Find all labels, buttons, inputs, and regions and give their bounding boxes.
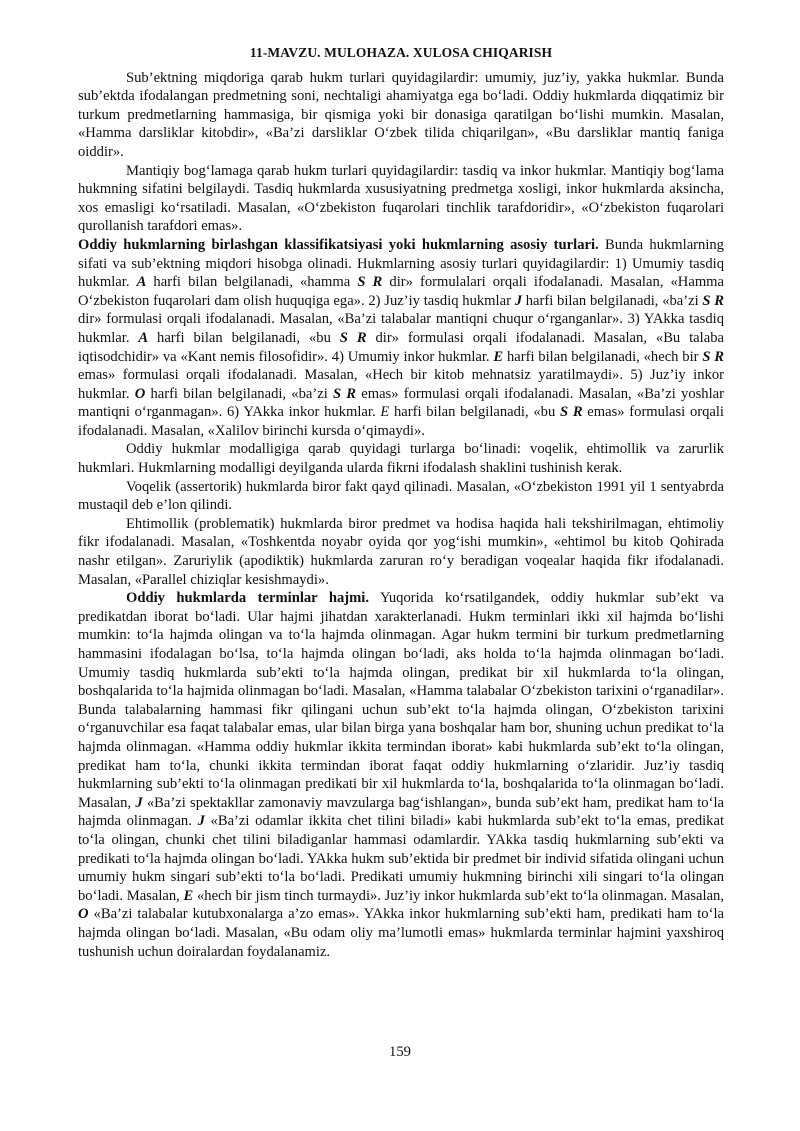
text-run: dir» formulasi orqali ifodalanadi. Masalan, «Ba’zi talabalar mantiqni chuqur o‘rganganlar». 3) YAkka tasdiq hukmlar. — [78, 311, 724, 346]
text-run: dir» formulasi orqali ifodalanadi. Masalan, «Bu talaba iqtisodchidir» va «Kant nemis filosofidir». 4) Umumiy inkor hukmlar. — [78, 329, 724, 365]
text-run: harfi bilan belgilanadi, «bu — [389, 404, 560, 421]
letter-e: E — [493, 348, 504, 365]
text-run: dir» formulalari orqali ifodalanadi. Masalan, «Hamma O‘zbekiston fuqarolari dam olish huquqiga ega». 2) Juz’iy tasdiq hukmlar — [78, 274, 724, 309]
paragraph-problematic: Ehtimollik (problematik) hukmlarda biror predmet va hodisa haqida hali tekshirilmagan, ehtimoliy fikr ifodalanadi. Masalan, «Toshkentda noyabr oyida qor yog‘ishi mumkin», «ehtimol bu kitob Qohirada nashr etilgan». Zaruriylik (apodiktik) hukmlarda zaruran ro‘y beradigan voqealar haqida fikr ifodalanadi. Masalan, «Parallel chiziqlar kesishmaydi». — [78, 515, 724, 588]
text-run: Bunda hukmlarning sifati va sub’ektning miqdori hisobga olinadi. Hukmlarning asosiy turlari quyidagilardir: 1) Umumiy tasdiq hukmlar. — [78, 236, 724, 291]
letter-a: A — [136, 274, 147, 291]
paragraph-modality: Oddiy hukmlar modalligiga qarab quyidagi turlarga bo‘linadi: voqelik, ehtimollik va zarurlik hukmlari. Hukmlarning modalligi deyilganda ularda fikrni ifodalash shaklini tushinish kerak. — [78, 441, 724, 477]
section-heading-classification: Oddiy hukmlarning birlashgan klassifikatsiyasi yoki hukmlarning asosiy turlari. — [78, 236, 599, 253]
letter-e: E — [183, 887, 194, 904]
formula-sr: S R — [559, 404, 583, 421]
letter-a: A — [138, 329, 149, 346]
letter-e-italic: E — [380, 404, 390, 421]
formula-sr: S R — [702, 348, 724, 365]
text-run: «Ba’zi odamlar ikkita chet tilini biladi» kabi hukmlarda sub’ekt to‘la emas, predikat to‘la olingan, chunki chet tilini biladiganlar hammasi odamlardir. YAkka tasdiq hukmlarning sub’ekti va predikati to‘la hajmda olingan bo‘ladi. YAkka hukm sub’ektida bir predmet bir individ sifatida olingani uchun umumiy hukm singari sub’ekti to‘la bo‘ladi. Predikati umumiy hukmning birinchi xili singari to‘la olingan bo‘ladi. Masalan, — [78, 813, 724, 904]
text-run: harfi bilan belgilanadi, «hamma — [146, 274, 358, 291]
letter-o: O — [78, 906, 89, 923]
section-heading-term-volume: Oddiy hukmlarda terminlar hajmi. — [126, 590, 370, 607]
text-run: harfi bilan belgilanadi, «ba’zi — [521, 292, 703, 309]
text-run: harfi bilan belgilanadi, «hech bir — [503, 348, 703, 365]
paragraph-assertoric: Voqelik (assertorik) hukmlarda biror fakt qayd qilinadi. Masalan, «O‘zbekiston 1991 yil 1 sentyabrda mustaqil deb e’lon qilindi. — [78, 478, 724, 514]
formula-sr: S R — [702, 292, 725, 309]
paragraph-term-volume — [78, 589, 724, 961]
letter-j: J — [197, 813, 205, 830]
document-page — [78, 44, 724, 961]
letter-o: O — [134, 385, 146, 402]
formula-sr: S R — [332, 385, 357, 402]
paragraph-copula: Mantiqiy bog‘lamaga qarab hukm turlari quyidagilardir: tasdiq va inkor hukmlar. Mantiqiy bog‘lama hukmning sifatini belgilaydi. Tasdiq hukmlarda xususiyatning predmetga xosligi, inkor hukmlarda aksincha, xos emasligi ko‘rsatiladi. Masalan, «O‘zbekiston fuqarolari tinchlik tarafdoridir», «O‘zbekiston fuqarolari qurollanish tarafdori emas». — [78, 162, 724, 235]
paragraph-quantity: Sub’ektning miqdoriga qarab hukm turlari quyidagilardir: umumiy, juz’iy, yakka hukmlar. Bunda sub’ektda ifodalangan predmetning soni, nechtaligi ahamiyatga ega bo‘ladi. Oddiy hukmlarda diqqatimiz bir turkum predmetlarning hammasiga, bir qismiga yoki bir donasiga qaratilgan bo‘lishi mumkin. Masalan, «Hamma darsliklar kitobdir», «Ba’zi darsliklar O‘zbek tilida chiqarilgan», «Bu darsliklar mantiq faniga oiddir». — [78, 69, 724, 160]
text-run: «Ba’zi spektakllar zamonaviy mavzularga bag‘ishlangan», bunda sub’ekt ham, predikat ham to‘la hajmda olinmagan. — [78, 794, 724, 830]
paragraph-classification — [78, 236, 724, 441]
text-run: emas» formulasi orqali ifodalanadi. Masalan, «Ba’zi yoshlar mantiqni o‘rganmagan». 6) YAkka inkor hukmlar. — [78, 385, 724, 421]
formula-sr: S R — [357, 274, 383, 291]
chapter-header: 11-MAVZU. MULOHAZA. XULOSA CHIQARISH — [249, 45, 553, 60]
letter-j: J — [514, 292, 522, 309]
text-run: harfi bilan belgilanadi, «bu — [148, 329, 340, 346]
text-run: emas» formulasi orqali ifodalanadi. Masalan, «Xalilov birinchi kursda o‘qimaydi». — [78, 404, 724, 439]
text-run: harfi bilan belgilanadi, «ba’zi — [145, 385, 333, 402]
formula-sr: S R — [339, 329, 367, 346]
page-number: 159 — [389, 1044, 411, 1060]
text-run: emas» formulasi orqali ifodalanadi. Masalan, «Hech bir kitob mehnatsiz yaratilmaydi». 5) Juz’iy inkor hukmlar. — [78, 367, 724, 402]
text-run: Yuqorida ko‘rsatilgandek, oddiy hukmlar sub’ekt va predikatdan iborat bo‘ladi. Ular hajmi jihatdan xarakterlanadi. Hukm terminlari ikki xil hajmda bo‘lishi mumkin: to‘la hajmda olingan va to‘la hajmda olinmagan. Agar hukm termini bir turkum predmetlarning hammasini ifodalagan bo‘lsa, to‘la hajmda olingan bo‘ladi, aks holda to‘la hajmda olinmagan bo‘ladi. Umumiy tasdiq hukmlarda sub’ekti to‘la hajmda olingan, predikat bir xil hukmlarda to‘la olingan, boshqalarida to‘la hajmida olinmagan bo‘ladi. Masalan, «Hamma talabalar O‘zbekiston tarixini o‘rganadilar». Bunda talabalarning hammasi fikr qilingani uchun sub’ekt to‘la hajmda olingan, O‘zbekiston tarixini o‘rganuvchilar esa faqat talabalar emas, ular bilan birga yana boshqalar ham bor, shuning uchun predikat to‘la hajmda olinmagan. «Hamma oddiy hukmlar ikkita termindan iborat» kabi hukmlarda sub’ekt to‘la olingan, predikat ham to‘la, chunki ikkita termindan iborat faqat oddiy hukmlarning o‘zlaridir. Juz’iy tasdiq hukmlarning sub’ekti to‘la olinmagan predikati bir xil hukmlarda to‘la, boshqalarida to‘la olinmagan bo‘ladi. Masalan, — [78, 590, 724, 811]
text-run: «hech bir jism tinch turmaydi». Juz’iy inkor hukmlarda sub’ekt to‘la olinmagan. Masalan, — [193, 887, 725, 904]
letter-j: J — [135, 794, 143, 811]
text-run: «Ba’zi talabalar kutubxonalarga a’zo emas». YAkka inkor hukmlarning sub’ekti ham, predikati ham to‘la hajmda olingan bo‘ladi. Masalan, «Bu odam oliy ma’lumotli emas» hukmlarda terminlar hajmini yaxshiroq tushunish uchun doiralardan foydalanamiz. — [78, 906, 724, 960]
